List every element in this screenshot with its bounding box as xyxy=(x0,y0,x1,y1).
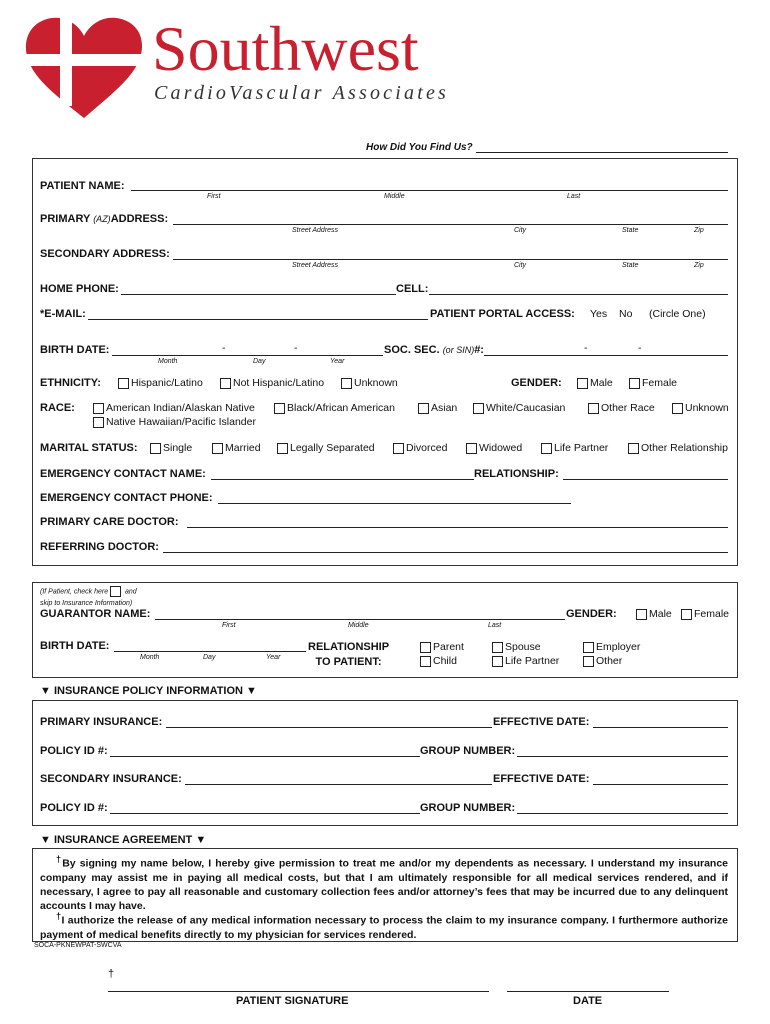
circle-one-note: (Circle One) xyxy=(649,308,706,320)
primary-insurance-label: PRIMARY INSURANCE: xyxy=(40,716,163,728)
gender-male-checkbox[interactable]: Male xyxy=(577,377,613,389)
primary-address-label: PRIMARY (AZ)ADDRESS: xyxy=(40,213,169,225)
marital-single-checkbox[interactable]: Single xyxy=(150,442,192,454)
date-label: DATE xyxy=(573,995,603,1007)
state-sublabel: State xyxy=(622,262,639,269)
first-sublabel: First xyxy=(222,622,236,629)
marital-married-checkbox[interactable]: Married xyxy=(212,442,261,454)
month-sublabel: Month xyxy=(158,358,178,365)
marital-status-label: MARITAL STATUS: xyxy=(40,442,138,454)
date-dash: - xyxy=(294,342,298,354)
ssn-dash: - xyxy=(584,342,588,354)
guarantor-gender-label: GENDER: xyxy=(566,608,617,620)
patient-signature-label: PATIENT SIGNATURE xyxy=(236,995,349,1007)
primary-group-number-label: GROUP NUMBER: xyxy=(420,745,516,757)
date-dash: - xyxy=(222,342,226,354)
ethnicity-not-hispanic-checkbox[interactable]: Not Hispanic/Latino xyxy=(220,377,324,389)
date-field[interactable] xyxy=(507,991,669,992)
form-code: SOCA-PKNEWPAT-SWCVA xyxy=(34,942,122,949)
birth-date-field[interactable] xyxy=(112,355,383,356)
marital-divorced-checkbox[interactable]: Divorced xyxy=(393,442,447,454)
guarantor-birth-date-field[interactable] xyxy=(114,651,306,652)
last-sublabel: Last xyxy=(567,193,581,200)
primary-effective-date-label: EFFECTIVE DATE: xyxy=(493,716,590,728)
guarantor-male-checkbox[interactable]: Male xyxy=(636,608,672,620)
race-white-checkbox[interactable]: White/Caucasian xyxy=(473,402,565,414)
cell-label: CELL: xyxy=(396,283,429,295)
guarantor-birth-date-label: BIRTH DATE: xyxy=(40,640,110,652)
secondary-effective-date-field[interactable] xyxy=(593,784,728,785)
brand-subtitle: CardioVascular Associates xyxy=(154,82,450,104)
agreement-paragraph-2: †I authorize the release of any medical information necessary to process the claim to my insurance company. I furthermore authorize payment of medical benefits directly to my physician for services rendered. xyxy=(40,911,729,941)
secondary-policy-id-field[interactable] xyxy=(110,813,420,814)
insurance-heading: ▼ INSURANCE POLICY INFORMATION ▼ xyxy=(40,685,257,697)
day-sublabel: Day xyxy=(203,654,216,661)
secondary-address-label: SECONDARY ADDRESS: xyxy=(40,248,170,260)
last-sublabel: Last xyxy=(488,622,502,629)
ethnicity-label: ETHNICITY: xyxy=(40,377,101,389)
race-american-indian-checkbox[interactable]: American Indian/Alaskan Native xyxy=(93,402,255,414)
primary-effective-date-field[interactable] xyxy=(593,727,728,728)
heart-logo-icon xyxy=(22,14,146,122)
guarantor-female-checkbox[interactable]: Female xyxy=(681,608,729,620)
middle-sublabel: Middle xyxy=(384,193,405,200)
signature-dagger: † xyxy=(108,968,115,980)
secondary-effective-date-label: EFFECTIVE DATE: xyxy=(493,773,590,785)
ssn-field[interactable] xyxy=(484,355,728,356)
emergency-name-label: EMERGENCY CONTACT NAME: xyxy=(40,468,206,480)
email-label: *E-MAIL: xyxy=(40,308,86,320)
rel-life-partner-checkbox[interactable]: Life Partner xyxy=(492,655,559,667)
marital-separated-checkbox[interactable]: Legally Separated xyxy=(277,442,375,454)
agreement-heading: ▼ INSURANCE AGREEMENT ▼ xyxy=(40,834,207,846)
referring-doctor-field[interactable] xyxy=(163,552,728,553)
year-sublabel: Year xyxy=(266,654,281,661)
primary-policy-id-field[interactable] xyxy=(110,756,420,757)
secondary-address-field[interactable] xyxy=(173,259,728,260)
gender-label: GENDER: xyxy=(511,377,562,389)
ethnicity-unknown-checkbox[interactable]: Unknown xyxy=(341,377,398,389)
home-phone-label: HOME PHONE: xyxy=(40,283,119,295)
gender-female-checkbox[interactable]: Female xyxy=(629,377,677,389)
patient-is-guarantor-checkbox[interactable] xyxy=(110,586,121,597)
relationship-label: RELATIONSHIP: xyxy=(474,468,559,480)
year-sublabel: Year xyxy=(330,358,345,365)
emergency-phone-label: EMERGENCY CONTACT PHONE: xyxy=(40,492,213,504)
secondary-group-number-label: GROUP NUMBER: xyxy=(420,802,516,814)
primary-group-number-field[interactable] xyxy=(517,756,728,757)
portal-access-label: PATIENT PORTAL ACCESS: xyxy=(430,308,575,320)
referring-doctor-label: REFERRING DOCTOR: xyxy=(40,541,159,553)
patient-name-label: PATIENT NAME: xyxy=(40,180,125,192)
find-us-field[interactable] xyxy=(476,152,728,153)
street-sublabel: Street Address xyxy=(292,262,339,269)
ssn-label: SOC. SEC. (or SIN)#: xyxy=(384,344,484,356)
cell-field[interactable] xyxy=(429,294,728,295)
secondary-policy-id-label: POLICY ID #: xyxy=(40,802,108,814)
state-sublabel: State xyxy=(622,227,639,234)
primary-policy-id-label: POLICY ID #: xyxy=(40,745,108,757)
guarantor-name-field[interactable] xyxy=(155,619,565,620)
guarantor-note: (If Patient, check here and skip to Insurance Information) xyxy=(40,586,137,610)
zip-sublabel: Zip xyxy=(694,227,704,234)
city-sublabel: City xyxy=(514,227,527,234)
emergency-phone-field[interactable] xyxy=(218,503,571,504)
city-sublabel: City xyxy=(514,262,527,269)
race-black-checkbox[interactable]: Black/African American xyxy=(274,402,395,414)
find-us-label: How Did You Find Us? xyxy=(366,142,473,153)
agreement-paragraph-1: †By signing my name below, I hereby give permission to treat me and/or my dependents as necessary. I understand my insurance company may assist me in paying all medical costs, but that I am ultimately responsible for all medical services rendered, and if necessary, I agree to pay all reasonable and customary collection fees and/or attorney’s fees that may be incurred due to any delinquent accounts I may have. xyxy=(40,854,728,912)
marital-widowed-checkbox[interactable]: Widowed xyxy=(466,442,522,454)
portal-yes-option[interactable]: Yes xyxy=(590,308,608,320)
portal-no-option[interactable]: No xyxy=(619,308,633,320)
ssn-dash: - xyxy=(638,342,642,354)
primary-address-field[interactable] xyxy=(173,224,728,225)
first-sublabel: First xyxy=(207,193,221,200)
day-sublabel: Day xyxy=(253,358,266,365)
rel-employer-checkbox[interactable]: Employer xyxy=(583,641,640,653)
relationship-to-patient-label: RELATIONSHIP TO PATIENT: xyxy=(308,641,390,668)
street-sublabel: Street Address xyxy=(292,227,339,234)
guarantor-name-label: GUARANTOR NAME: xyxy=(40,608,151,620)
zip-sublabel: Zip xyxy=(694,262,704,269)
rel-parent-checkbox[interactable]: Parent xyxy=(420,641,464,653)
month-sublabel: Month xyxy=(140,654,160,661)
primary-insurance-field[interactable] xyxy=(166,727,492,728)
secondary-group-number-field[interactable] xyxy=(517,813,728,814)
race-other-checkbox[interactable]: Other Race xyxy=(588,402,655,414)
marital-other-checkbox[interactable]: Other Relationship xyxy=(628,442,728,454)
rel-child-checkbox[interactable]: Child xyxy=(420,655,457,667)
race-native-hawaiian-checkbox[interactable]: Native Hawaiian/Pacific Islander xyxy=(93,416,256,428)
patient-name-field[interactable] xyxy=(131,190,728,191)
ethnicity-hispanic-checkbox[interactable]: Hispanic/Latino xyxy=(118,377,203,389)
rel-spouse-checkbox[interactable]: Spouse xyxy=(492,641,541,653)
secondary-insurance-label: SECONDARY INSURANCE: xyxy=(40,773,182,785)
brand-name: Southwest xyxy=(152,13,419,84)
marital-life-partner-checkbox[interactable]: Life Partner xyxy=(541,442,608,454)
patient-signature-field[interactable] xyxy=(108,991,489,992)
primary-doctor-label: PRIMARY CARE DOCTOR: xyxy=(40,516,179,528)
birth-date-label: BIRTH DATE: xyxy=(40,344,110,356)
email-field[interactable] xyxy=(88,319,428,320)
emergency-name-field[interactable] xyxy=(211,479,474,480)
rel-other-checkbox[interactable]: Other xyxy=(583,655,622,667)
race-asian-checkbox[interactable]: Asian xyxy=(418,402,457,414)
home-phone-field[interactable] xyxy=(121,294,396,295)
secondary-insurance-field[interactable] xyxy=(185,784,492,785)
relationship-field[interactable] xyxy=(563,479,728,480)
race-label: RACE: xyxy=(40,402,75,414)
primary-doctor-field[interactable] xyxy=(187,527,728,528)
race-unknown-checkbox[interactable]: Unknown xyxy=(672,402,729,414)
middle-sublabel: Middle xyxy=(348,622,369,629)
